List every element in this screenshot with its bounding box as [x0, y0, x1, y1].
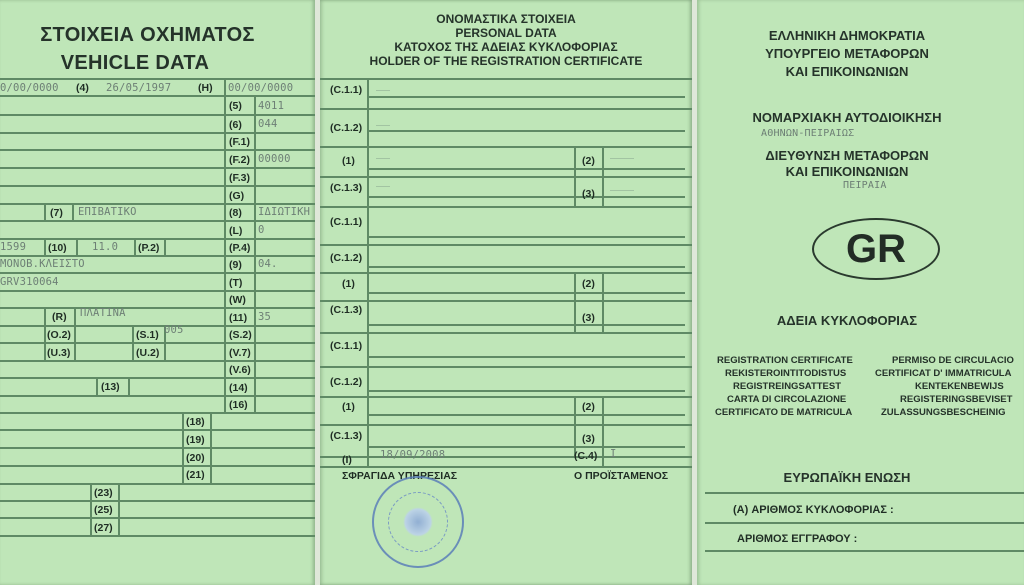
code-h: (H) — [198, 82, 213, 94]
grid-line — [320, 300, 692, 302]
grid-line — [0, 500, 315, 502]
code-s2: (S.2) — [229, 329, 252, 341]
grid-line — [0, 272, 315, 274]
date-h-value: 00/00/0000 — [228, 82, 294, 94]
grid-line — [96, 377, 98, 395]
grid-line — [705, 492, 1024, 494]
code-c11: (C.1.1) — [330, 216, 363, 228]
value-l: 0 — [258, 224, 265, 236]
grid-line — [182, 412, 184, 483]
code-10: (10) — [48, 242, 67, 254]
grid-line — [0, 535, 315, 537]
grid-line — [574, 272, 576, 300]
grid-line — [128, 377, 130, 395]
grid-line — [118, 483, 120, 535]
grid-line — [367, 266, 685, 268]
code-s1: (S.1) — [136, 329, 159, 341]
code-i: (I) — [342, 454, 352, 466]
grid-line — [367, 356, 685, 358]
grid-line — [0, 132, 315, 134]
grid-line — [90, 483, 92, 535]
code-g: (G) — [229, 190, 245, 202]
code-c11: (C.1.1) — [330, 340, 363, 352]
code-2: (2) — [582, 155, 595, 167]
code-3: (3) — [582, 188, 595, 200]
code-21: (21) — [186, 469, 205, 481]
grid-line — [0, 447, 315, 449]
code-c4: (C.4) — [574, 450, 598, 462]
grid-line — [367, 414, 685, 416]
prefecture-title: ΝΟΜΑΡΧΙΑΚΗ ΑΥΤΟΔΙΟΙΚΗΣΗ — [752, 110, 942, 125]
cert-it: CARTA DI CIRCOLAZIONE — [727, 394, 847, 405]
grid-line — [0, 517, 315, 519]
stamp-emblem — [403, 507, 433, 537]
date-4-value: 26/05/1997 — [106, 82, 172, 94]
field-mark — [376, 125, 390, 126]
city-value: ΠΕΙΡΑΙΑ — [843, 180, 887, 191]
grid-line — [0, 429, 315, 431]
field-mark — [376, 186, 390, 187]
grid-line — [367, 130, 685, 132]
grid-line — [602, 444, 604, 466]
grid-line — [74, 307, 76, 360]
grid-line — [574, 146, 576, 176]
code-p4: (P.4) — [229, 242, 251, 254]
grid-line — [602, 272, 604, 300]
value-r: ΠΛΑΤΙΝΑ — [80, 307, 126, 319]
grid-line — [44, 307, 46, 360]
code-c13: (C.1.3) — [330, 304, 363, 316]
grid-line — [0, 114, 315, 116]
field-mark — [610, 158, 634, 159]
doc-number-label: ΑΡΙΘΜΟΣ ΕΓΓΡΑΦΟΥ : — [737, 533, 858, 545]
date-b-value: 0/00/0000 — [0, 82, 59, 94]
republic-title: ΕΛΛΗΝΙΚΗ ΔΗΜΟΚΡΑΤΙΑ — [768, 28, 926, 43]
grid-line — [0, 290, 315, 292]
code-27: (27) — [94, 522, 113, 534]
grid-line — [574, 300, 576, 332]
prefecture-value: ΑΘΗΝΩΝ-ΠΕΙΡΑΙΩΣ — [761, 128, 855, 139]
code-3: (3) — [582, 433, 595, 445]
grid-line — [320, 146, 692, 148]
eu-title: ΕΥΡΩΠΑΪΚΗ ΕΝΩΣΗ — [783, 470, 911, 485]
cover-panel — [697, 0, 1024, 585]
code-t: (T) — [229, 277, 243, 289]
value-10: 11.0 — [92, 241, 119, 253]
code-5: (5) — [229, 100, 242, 112]
plate-label: (A) ΑΡΙΘΜΟΣ ΚΥΚΛΟΦΟΡΙΑΣ : — [733, 504, 894, 516]
ministry-line1: ΥΠΟΥΡΓΕΙΟ ΜΕΤΑΦΟΡΩΝ — [765, 46, 929, 61]
grid-line — [0, 220, 315, 222]
directorate-line1: ΔΙΕΥΘΥΝΣΗ ΜΕΤΑΦΟΡΩΝ — [765, 148, 929, 163]
grid-line — [0, 377, 315, 379]
country-code: GR — [846, 226, 906, 271]
personal-title-gr: ΟΝΟΜΑΣΤΙΚΑ ΣΤΟΙΧΕΙΑ — [436, 12, 576, 26]
cert-fr: CERTIFICAT D' IMMATRICULA — [875, 368, 1012, 379]
code-19: (19) — [186, 434, 205, 446]
license-title: ΑΔΕΙΑ ΚΥΚΛΟΦΟΡΙΑΣ — [776, 313, 918, 328]
cert-nl: KENTEKENBEWIJS — [915, 381, 1004, 392]
value-model: ΜΟΝΟΒ.ΚΛΕΙΣΤΟ — [0, 258, 85, 270]
cert-fi: REKISTEROINTITODISTUS — [725, 368, 847, 379]
value-f2: 00000 — [258, 153, 291, 165]
value-c4: I — [610, 448, 617, 460]
grid-line — [0, 307, 315, 309]
grid-line — [367, 196, 685, 198]
grid-line — [320, 244, 692, 246]
code-u2: (U.2) — [136, 347, 160, 359]
grid-line — [367, 236, 685, 238]
directorate-line2: ΚΑΙ ΕΠΙΚΟΙΝΩΝΙΩΝ — [785, 164, 909, 179]
grid-line — [72, 203, 74, 220]
grid-line — [76, 238, 78, 255]
code-3: (3) — [582, 312, 595, 324]
official-stamp — [372, 476, 464, 568]
code-25: (25) — [94, 504, 113, 516]
value-6: 044 — [258, 118, 278, 130]
grid-line — [367, 324, 685, 326]
grid-line — [320, 176, 692, 178]
grid-line — [0, 255, 315, 257]
holder-title-gr: ΚΑΤΟΧΟΣ ΤΗΣ ΑΔΕΙΑΣ ΚΥΚΛΟΦΟΡΙΑΣ — [394, 40, 618, 54]
code-18: (18) — [186, 416, 205, 428]
grid-line — [164, 238, 166, 255]
grid-line — [44, 203, 46, 220]
code-13: (13) — [101, 381, 120, 393]
grid-line — [0, 412, 315, 414]
code-6: (6) — [229, 119, 242, 131]
grid-line — [367, 446, 685, 448]
grid-line — [320, 466, 692, 468]
grid-line — [0, 167, 315, 169]
code-l: (L) — [229, 225, 243, 237]
holder-title-en: HOLDER OF THE REGISTRATION CERTIFICATE — [369, 54, 643, 68]
value-8: ΙΔΙΩΤΙΚΗ — [258, 206, 311, 218]
code-14: (14) — [229, 382, 248, 394]
code-u3: (U.3) — [47, 347, 71, 359]
grid-line — [320, 108, 692, 110]
personal-data-panel — [320, 0, 692, 585]
ministry-line2: ΚΑΙ ΕΠΙΚΟΙΝΩΝΙΩΝ — [785, 64, 909, 79]
grid-line — [210, 412, 212, 483]
cert-de: ZULASSUNGSBESCHEINIG — [881, 407, 1006, 418]
cert-pt: CERTIFICATO DE MATRICULA — [715, 407, 853, 418]
grid-line — [0, 483, 315, 485]
personal-title-en: PERSONAL DATA — [455, 26, 557, 40]
vehicle-title-en: VEHICLE DATA — [60, 52, 210, 74]
value-5: 4011 — [258, 100, 285, 112]
grid-line — [367, 292, 685, 294]
grid-line — [705, 522, 1024, 524]
grid-line — [367, 390, 685, 392]
grid-line — [602, 300, 604, 332]
code-c13: (C.1.3) — [330, 430, 363, 442]
code-7: (7) — [50, 207, 63, 219]
cert-sv: REGISTERINGSBEVISET — [900, 394, 1013, 405]
code-w: (W) — [229, 294, 246, 306]
code-c12: (C.1.2) — [330, 376, 363, 388]
grid-line — [574, 396, 576, 424]
grid-line — [602, 176, 604, 206]
code-c12: (C.1.2) — [330, 122, 363, 134]
code-f1: (F.1) — [229, 136, 250, 148]
code-v7: (V.7) — [229, 347, 251, 359]
grid-line — [0, 325, 315, 327]
grid-line — [367, 168, 685, 170]
cert-en: REGISTRATION CERTIFICATE — [717, 355, 853, 366]
value-cc: 1599 — [0, 241, 27, 253]
grid-line — [254, 95, 256, 413]
field-mark — [376, 90, 390, 91]
grid-line — [602, 396, 604, 424]
grid-line — [320, 332, 692, 334]
code-20: (20) — [186, 452, 205, 464]
code-4: (4) — [76, 82, 89, 94]
chief-label: Ο ΠΡΟΪΣΤΑΜΕΝΟΣ — [574, 470, 669, 482]
grid-line — [0, 149, 315, 151]
grid-line — [0, 342, 315, 344]
code-1: (1) — [342, 401, 355, 413]
value-11: 35 — [258, 311, 272, 323]
grid-line — [0, 238, 315, 240]
code-p2: (P.2) — [138, 242, 160, 254]
code-v6: (V.6) — [229, 364, 251, 376]
grid-line — [320, 366, 692, 368]
code-c13: (C.1.3) — [330, 182, 363, 194]
grid-line — [0, 395, 315, 397]
vehicle-data-panel — [0, 0, 315, 585]
code-1: (1) — [342, 155, 355, 167]
code-f3: (F.3) — [229, 172, 250, 184]
code-c11: (C.1.1) — [330, 84, 363, 96]
grid-line — [320, 272, 692, 274]
grid-line — [320, 424, 692, 426]
cert-es: PERMISO DE CIRCULACIO — [892, 355, 1014, 366]
value-9: 04. — [258, 258, 278, 270]
code-c12: (C.1.2) — [330, 252, 363, 264]
grid-line — [320, 206, 692, 208]
grid-line — [705, 550, 1024, 552]
grid-line — [602, 146, 604, 176]
country-oval — [812, 218, 940, 280]
issue-date: 18/09/2008 — [380, 449, 446, 461]
code-r: (R) — [52, 311, 67, 323]
cert-da: REGISTREINGSATTEST — [733, 381, 842, 392]
code-2: (2) — [582, 401, 595, 413]
vehicle-title-gr: ΣΤΟΙΧΕΙΑ ΟΧΗΜΑΤΟΣ — [40, 24, 255, 46]
value-vin: GRV310064 — [0, 276, 59, 288]
code-16: (16) — [229, 399, 248, 411]
code-23: (23) — [94, 487, 113, 499]
code-2: (2) — [582, 278, 595, 290]
grid-line — [134, 238, 136, 255]
code-11: (11) — [229, 312, 248, 324]
value-7: ΕΠΙΒΑΤΙΚΟ — [78, 206, 137, 218]
stamp-label: ΣΦΡΑΓΙΔΑ ΥΠΗΡΕΣΙΑΣ — [342, 470, 458, 482]
grid-line — [132, 325, 134, 360]
code-8: (8) — [229, 207, 242, 219]
code-o2: (O.2) — [47, 329, 71, 341]
code-9: (9) — [229, 259, 242, 271]
grid-line — [320, 456, 692, 458]
grid-line — [224, 78, 226, 413]
field-mark — [610, 190, 634, 191]
grid-line — [320, 396, 692, 398]
code-1: (1) — [342, 278, 355, 290]
grid-line — [44, 238, 46, 255]
grid-line — [0, 465, 315, 467]
field-mark — [376, 158, 390, 159]
grid-line — [367, 96, 685, 98]
value-s1: 005 — [164, 324, 184, 336]
grid-line — [0, 78, 315, 80]
grid-line — [0, 203, 315, 205]
grid-line — [0, 95, 315, 97]
grid-line — [0, 360, 315, 362]
grid-line — [574, 176, 576, 206]
code-f2: (F.2) — [229, 154, 250, 166]
grid-line — [0, 185, 315, 187]
grid-line — [320, 78, 692, 80]
